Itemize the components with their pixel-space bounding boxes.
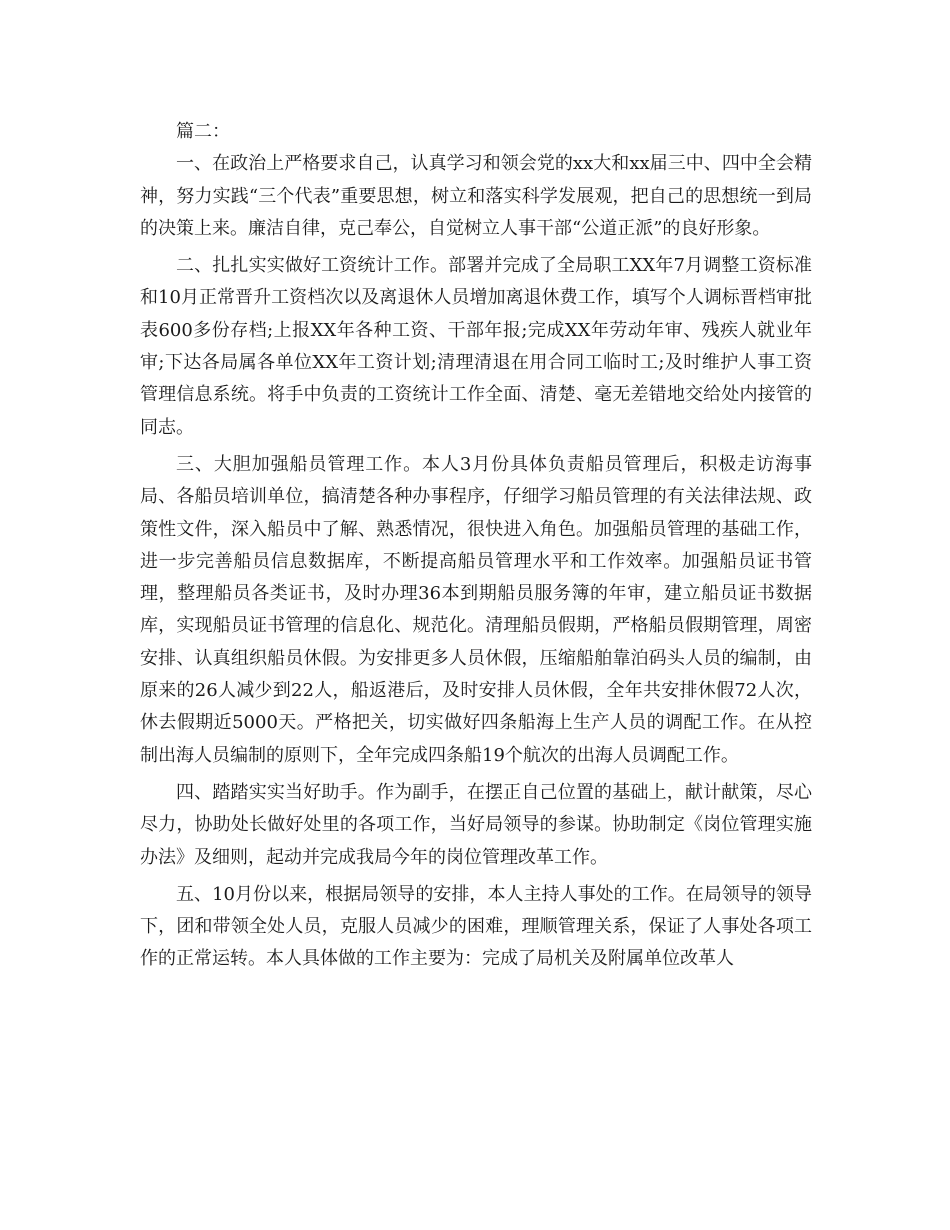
document-page <box>140 116 812 976</box>
paragraph-4: 四、踏踏实实当好助手。作为副手，在摆正自己位置的基础上，献计献策，尽心尽力，协助处长做好处里的各项工作，当好局领导的参谋。协助制定《岗位管理实施办法》及细则，起动并完成我局今年的岗位管理改革工作。 <box>140 781 812 868</box>
paragraph-2: 二、扎扎实实做好工资统计工作。部署并完成了全局职工XX年7月调整工资标准和10月正常晋升工资档次以及离退休人员增加离退休费工作，填写个人调标晋档审批表600多份存档;上报XX年各种工资、干部年报;完成XX年劳动年审、残疾人就业年审;下达各局属各单位XX年工资计划;清理清退在用合同工临时工;及时维护人事工资管理信息系统。将手中负责的工资统计工作全面、清楚、毫无差错地交给处内接管的同志。 <box>140 255 812 438</box>
paragraph-3: 三、大胆加强船员管理工作。本人3月份具体负责船员管理后，积极走访海事局、各船员培训单位，搞清楚各种办事程序，仔细学习船员管理的有关法律法规、政策性文件，深入船员中了解、熟悉情况，很快进入角色。加强船员管理的基础工作，进一步完善船员信息数据库，不断提高船员管理水平和工作效率。加强船员证书管理，整理船员各类证书，及时办理36本到期船员服务簿的年审，建立船员证书数据库，实现船员证书管理的信息化、规范化。清理船员假期，严格船员假期管理，周密安排、认真组织船员休假。为安排更多人员休假，压缩船舶靠泊码头人员的编制，由原来的26人减少到22人，船返港后，及时安排人员休假，全年共安排休假72人次，休去假期近5000天。严格把关，切实做好四条船海上生产人员的调配工作。在从控制出海人员编制的原则下，全年完成四条船19个航次的出海人员调配工作。 <box>140 453 812 766</box>
paragraph-1: 一、在政治上严格要求自己，认真学习和领会党的xx大和xx届三中、四中全会精神，努力实践“三个代表”重要思想，树立和落实科学发展观，把自己的思想统一到局的决策上来。廉洁自律，克己奉公，自觉树立人事干部“公道正派”的良好形象。 <box>140 153 812 239</box>
section-heading: 篇二： <box>176 121 230 142</box>
paragraph-5: 五、10月份以来，根据局领导的安排，本人主持人事处的工作。在局领导的领导下，团和带领全处人员，克服人员减少的困难，理顺管理关系，保证了人事处各项工作的正常运转。本人具体做的工作主要为：完成了局机关及附属单位改革人 <box>140 883 812 970</box>
